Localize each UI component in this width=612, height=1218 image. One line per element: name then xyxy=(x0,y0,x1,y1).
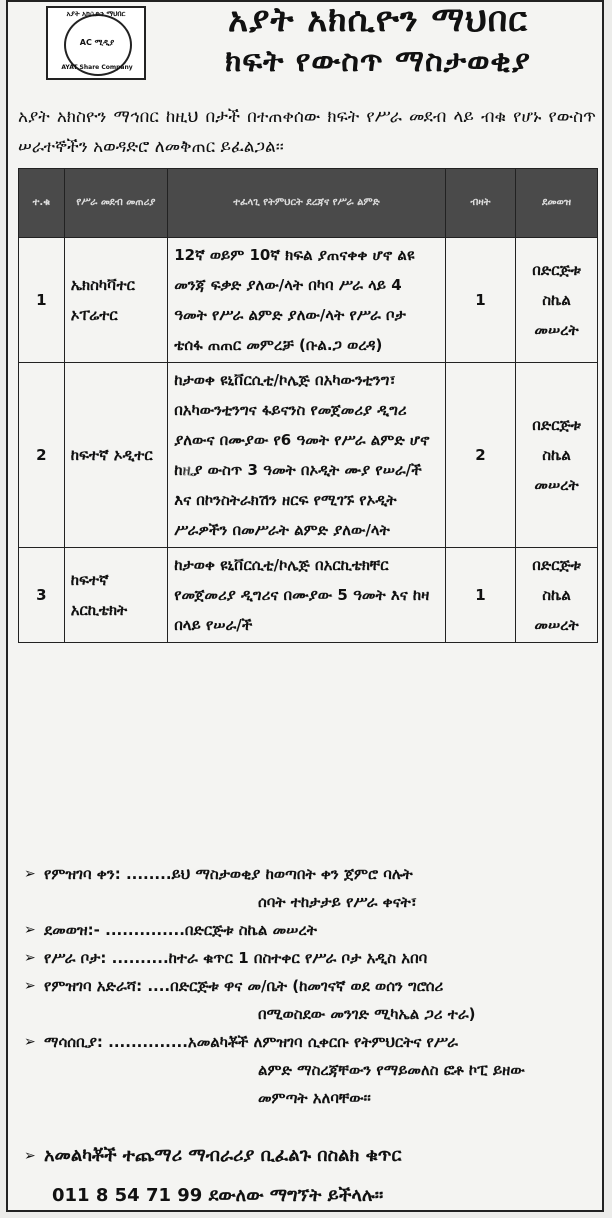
logo-top-text: አያት አክሲዮን ማህበር xyxy=(66,10,126,18)
table-row xyxy=(19,363,598,548)
jobs-table xyxy=(18,168,598,643)
list-item xyxy=(24,944,592,972)
arrow-bullet-icon: ➢ xyxy=(24,922,36,938)
contact-text: አመልካቾች ተጨማሪ ማብራሪያ ቢፈልጉ በስልክ ቁጥር xyxy=(44,1145,402,1166)
arrow-bullet-icon: ➢ xyxy=(24,866,36,882)
salary-label: ደመወዝ:- xyxy=(44,921,100,939)
contact-section xyxy=(24,1136,592,1216)
row-requirement: 12ኛ ወይም 10ኛ ክፍል ያጠናቀቀ ሆኖ ልዩ መንጃ ፍቃድ ያለው/ላት በካባ ሥራ ላይ 4 ዓመት የሥራ ልምድ ያለው/ላት የሥራ ቦታ ቴሰፋ ጠጠር መምረቻ (ቡል.ጋ ወረዳ) xyxy=(168,238,446,363)
header-salary: ደመወዝ xyxy=(516,169,598,238)
workplace-label: የሥራ ቦታ: xyxy=(44,949,107,967)
row-requirement: ከታወቀ ዩኒቨርሲቲ/ኮሌጅ በአርኪቴክቸር የመጀመሪያ ዲግሪና በሙያው 5 ዓመት እና ከዛ በላይ የሠራ/ች xyxy=(168,548,446,643)
header-quantity: ብዛት xyxy=(445,169,515,238)
announcement-title: ክፍት የውስጥ ማስታወቂያ xyxy=(225,44,531,79)
list-item xyxy=(24,972,592,1000)
row-salary: በድርጅቱ ስኬል መሠረት xyxy=(516,548,598,643)
arrow-bullet-icon: ➢ xyxy=(24,978,36,994)
workplace-value: ..........ከተራ ቁጥር 1 በስተቀር የሥራ ቦታ አዲስ አበባ xyxy=(111,949,428,967)
note-value-3: መምጣት አለባቸው፡፡ xyxy=(258,1089,371,1107)
address-label: የምዝገባ አድራሻ: xyxy=(44,977,143,995)
address-value: ....በድርጅቱ ዋና መ/ቤት (ከመገናኛ ወደ ወሰን ግሮሰሪ xyxy=(147,977,444,995)
arrow-bullet-icon: ➢ xyxy=(24,1034,36,1050)
row-quantity: 1 xyxy=(445,548,515,643)
row-no: 2 xyxy=(19,363,65,548)
address-value-2: በሚወስደው መንገድ ሚካኤል ጋሪ ተራ) xyxy=(258,1005,476,1023)
table-row xyxy=(19,548,598,643)
arrow-bullet-icon: ➢ xyxy=(24,950,36,966)
salary-value: ..............በድርጅቱ ስኬል መሠረት xyxy=(105,921,317,939)
arrow-bullet-icon: ➢ xyxy=(24,1148,36,1164)
info-list xyxy=(24,860,592,1112)
phone-number: 011 8 54 71 99 ደውለው ማግኘት ይችላሉ፡፡ xyxy=(52,1185,384,1206)
row-no: 1 xyxy=(19,238,65,363)
row-quantity: 1 xyxy=(445,238,515,363)
row-salary: በድርጅቱ ስኬል መሠረት xyxy=(516,238,598,363)
row-salary: በድርጅቱ ስኬል መሠረት xyxy=(516,363,598,548)
company-title: አያት አክሲዮን ማህበር xyxy=(228,0,528,40)
note-value: ..............አመልካቾች ለምዝገባ ሲቀርቡ የትምህርትና የሥራ xyxy=(108,1033,458,1051)
reg-days-value-2: ሰባት ተከታታይ የሥራ ቀናት፣ xyxy=(258,893,417,911)
table-header-row xyxy=(19,169,598,238)
announcement-page xyxy=(6,0,604,1212)
header xyxy=(8,2,602,92)
header-position: የሥራ መደብ መጠሪያ xyxy=(64,169,167,238)
table-row xyxy=(19,238,598,363)
reg-days-label: የምዝገባ ቀን: xyxy=(44,865,121,883)
note-label: ማሳሰቢያ: xyxy=(44,1033,103,1051)
list-item xyxy=(24,916,592,944)
header-requirement: ተፈላጊ የትምህርት ደረጃና የሥራ ልምድ xyxy=(168,169,446,238)
row-requirement: ከታወቀ ዩኒቨርሲቲ/ኮሌጅ በአካውንቲንግ፣ በአካውንቲንግና ፋይናንስ የመጀመሪያ ዲግሪ ያለውና በሙያው የ6 ዓመት የሥራ ልምድ ሆኖ ከዚያ ውስጥ 3 ዓመት በኦዲት ሙያ የሠራ/ች እና በኮንስትራክሽን ዘርፍ የሚገኙ የኦዲት ሥራዎችን በመሥራት ልምድ ያለው/ላት xyxy=(168,363,446,548)
contact-line xyxy=(24,1136,592,1176)
list-item xyxy=(24,860,592,888)
row-position: ከፍተኛ ኦዲተር xyxy=(64,363,167,548)
logo-mid-text: AC ሚዲያ xyxy=(79,38,115,47)
row-position: ከፍተኛ አርኪቴክት xyxy=(64,548,167,643)
company-logo xyxy=(46,6,146,80)
intro-paragraph: አያት አክስዮን ማኅበር ከዚህ በታች በተጠቀሰው ክፍት የሥራ መደብ ላይ ብቁ የሆኑ የውስጥ ሠራተኞችን አወዳድሮ ለመቅጠር ይፈልጋል፡፡ xyxy=(18,107,596,157)
note-value-2: ልምድ ማስረጃቸውን የማይመለስ ፎቶ ኮፒ ይዘው xyxy=(258,1061,525,1079)
row-quantity: 2 xyxy=(445,363,515,548)
list-item xyxy=(24,1028,592,1056)
header-no: ተ.ቁ xyxy=(19,169,65,238)
row-position: ኤክስካቫተር ኦፐሬተር xyxy=(64,238,167,363)
logo-bottom-text: AYAT Share Company xyxy=(61,64,133,71)
row-no: 3 xyxy=(19,548,65,643)
reg-days-value: ........ይህ ማስታወቂያ ከወጣበት ቀን ጀምሮ ባሉት xyxy=(125,865,413,883)
